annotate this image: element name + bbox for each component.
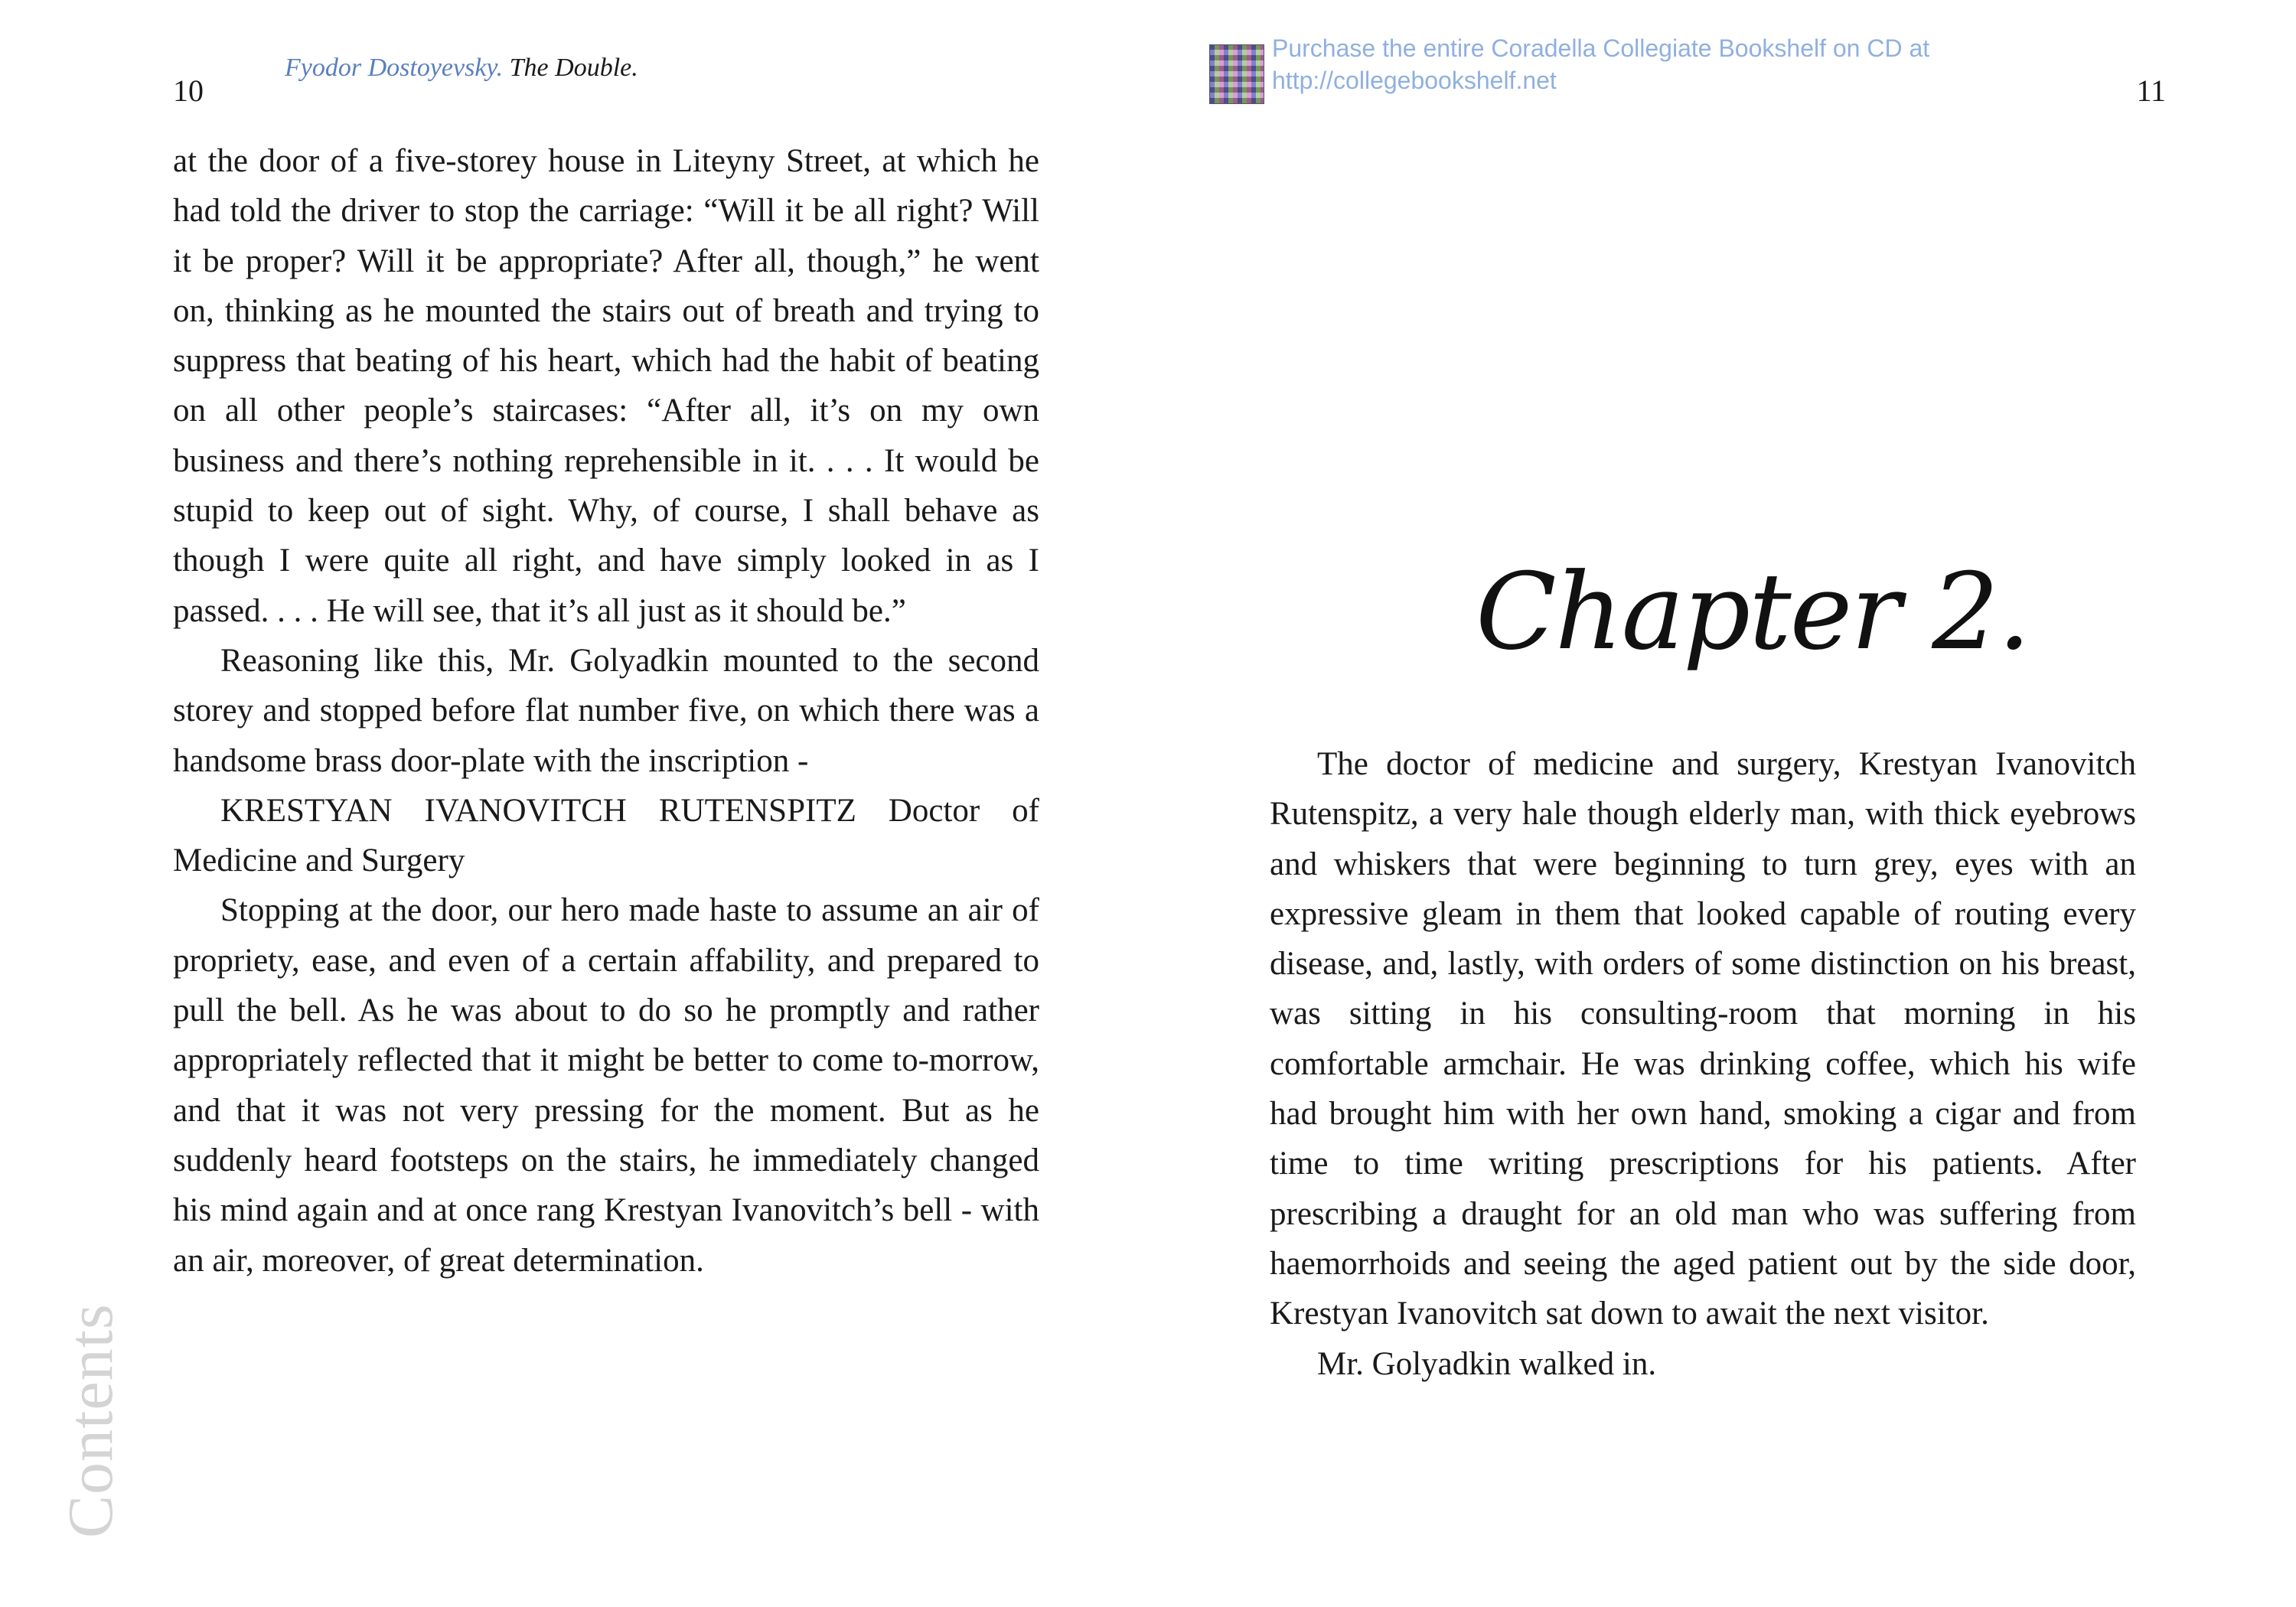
running-head bbox=[285, 54, 638, 83]
running-head-author[interactable]: Fyodor Dostoyevsky. bbox=[285, 54, 504, 82]
paragraph-door-plate: KRESTYAN IVANOVITCH RUTENSPITZ Doctor of Medicine and Surgery bbox=[173, 792, 1039, 879]
right-page-body bbox=[1270, 739, 2136, 1389]
promo-text[interactable] bbox=[1272, 32, 1961, 96]
paragraph-continuation: at the door of a five-storey house in Liteyny Street, at which he had told the driver to stop the carriage: “Will it be all right? Will it be proper? Will it be appropriate? After all, though,” he went on, thinking as he mounted the stairs out of breath and trying to suppress that beating of his heart, which had the habit of beating on all other people’s staircases: “After all, it’s on my own business and there’s nothing reprehensible in it. . . . It would be stupid to keep out of sight. Why, of course, I shall behave as though I were quite all right, and have simply looked in as I passed. . . . He will see, that it’s all just as it should be.” bbox=[173, 143, 1039, 629]
paragraph-walked-in: Mr. Golyadkin walked in. bbox=[1317, 1345, 1657, 1382]
promo-banner[interactable] bbox=[1209, 32, 1961, 104]
bookshelf-cd-icon bbox=[1209, 44, 1264, 104]
left-page-body bbox=[173, 136, 1039, 1286]
right-page bbox=[1148, 0, 2296, 1607]
contents-tab-link[interactable]: Contents bbox=[55, 1303, 126, 1538]
promo-url-link[interactable]: http://collegebookshelf.net bbox=[1272, 67, 1557, 94]
page-number-left: 10 bbox=[173, 73, 204, 108]
running-head-title: The Double. bbox=[509, 54, 638, 82]
paragraph-reasoning: Reasoning like this, Mr. Golyadkin mounted to the second storey and stopped before flat number five, on which there was a handsome brass door-plate with the inscription - bbox=[173, 642, 1039, 779]
paragraph-stopping: Stopping at the door, our hero made haste to assume an air of propriety, ease, and even of a certain affability, and prepared to pull the bell. As he was about to do so he promptly and rather appropriately reflected that it might be better to come to-morrow, and that it was not very pressing for the moment. But as he suddenly heard footsteps on the stairs, he immediately changed his mind again and at once rang Krestyan Ivanovitch’s bell - with an air, moreover, of great determination. bbox=[173, 892, 1039, 1279]
promo-line: Purchase the entire Coradella Collegiate Bookshelf on CD at bbox=[1272, 34, 1930, 62]
chapter-title: Chapter 2. bbox=[1476, 550, 2030, 673]
paragraph-doctor: The doctor of medicine and surgery, Krestyan Ivanovitch Rutenspitz, a very hale though elderly man, with thick eyebrows and whiskers that were beginning to turn grey, eyes with an expressive gleam in them that looked capable of routing every disease, and, lastly, with orders of some distinction on his breast, was sitting in his consulting-room that morning in his comfortable armchair. He was drinking coffee, which his wife had brought him with her own hand, smoking a cigar and from time to time writing prescriptions for his patients. After prescribing a draught for an old man who was suffering from haemorrhoids and seeing the aged patient out by the side door, Krestyan Ivanovitch sat down to await the next visitor. bbox=[1270, 746, 2136, 1332]
page-number-right: 11 bbox=[2136, 73, 2166, 108]
